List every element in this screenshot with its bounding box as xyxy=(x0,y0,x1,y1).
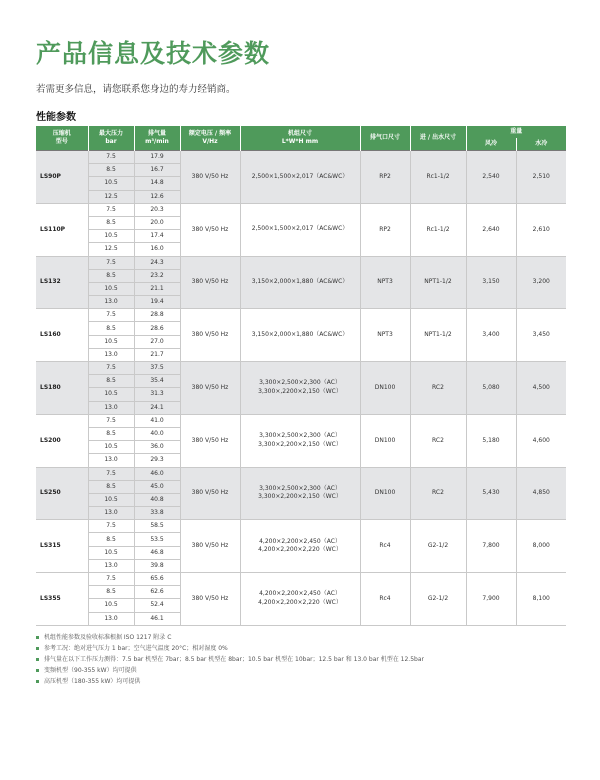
pressure-cell: 12.5 xyxy=(88,243,134,256)
table-header xyxy=(36,126,566,151)
note-item: 参考工况：绝对进气压力 1 bar；空气进气温度 20°C；相对湿度 0% xyxy=(36,643,566,654)
model-cell: LS90P xyxy=(36,151,88,204)
bullet-square-icon xyxy=(36,636,39,639)
section-title: 性能参数 xyxy=(36,112,76,123)
pressure-cell: 7.5 xyxy=(88,414,134,427)
page-title: 产品信息及技术参数 xyxy=(36,39,271,68)
water-cell: NPT1-1/2 xyxy=(410,256,466,309)
voltage-cell: 380 V/50 Hz xyxy=(180,467,240,520)
note-item: 排气量在以下工作压力测得：7.5 bar 机型在 7bar；8.5 bar 机型在 8bar；10.5 bar 机型在 10bar；12.5 bar 和 13.0 bar 机型在 12.5bar xyxy=(36,654,566,665)
discharge-cell: NPT3 xyxy=(360,309,410,362)
voltage-cell: 380 V/50 Hz xyxy=(180,362,240,415)
bullet-square-icon xyxy=(36,680,39,683)
table-row xyxy=(36,151,566,164)
weight-water-cell: 4,600 xyxy=(516,414,566,467)
weight-air-cell: 7,900 xyxy=(466,573,516,626)
model-group xyxy=(36,256,566,309)
voltage-cell: 380 V/50 Hz xyxy=(180,414,240,467)
pressure-cell: 10.5 xyxy=(88,335,134,348)
flow-cell: 14.8 xyxy=(134,177,180,190)
dims-cell: 2,500×1,500×2,017（AC&WC） xyxy=(240,203,360,256)
water-cell: RC2 xyxy=(410,362,466,415)
model-cell: LS180 xyxy=(36,362,88,415)
note-item: 变频机型（90-355 kW）均可提供 xyxy=(36,665,566,676)
flow-cell: 40.8 xyxy=(134,493,180,506)
spec-table xyxy=(36,126,566,626)
weight-air-cell: 5,080 xyxy=(466,362,516,415)
voltage-cell: 380 V/50 Hz xyxy=(180,573,240,626)
pressure-cell: 8.5 xyxy=(88,164,134,177)
header-watercool: 水冷 xyxy=(516,138,566,151)
model-group xyxy=(36,362,566,415)
flow-cell: 46.1 xyxy=(134,612,180,625)
pressure-cell: 13.0 xyxy=(88,401,134,414)
pressure-cell: 13.0 xyxy=(88,348,134,361)
weight-water-cell: 8,100 xyxy=(516,573,566,626)
weight-water-cell: 2,610 xyxy=(516,203,566,256)
pressure-cell: 13.0 xyxy=(88,612,134,625)
pressure-cell: 13.0 xyxy=(88,559,134,572)
dims-cell: 2,500×1,500×2,017（AC&WC） xyxy=(240,151,360,204)
dims-cell: 4,200×2,200×2,450（AC） 4,200×2,200×2,220（WC） xyxy=(240,520,360,573)
water-cell: Rc1-1/2 xyxy=(410,203,466,256)
header-flow: 排气量 m³/min xyxy=(134,126,180,151)
table-row xyxy=(36,362,566,375)
pressure-cell: 10.5 xyxy=(88,282,134,295)
model-cell: LS110P xyxy=(36,203,88,256)
weight-air-cell: 3,400 xyxy=(466,309,516,362)
table-row xyxy=(36,309,566,322)
bullet-square-icon xyxy=(36,658,39,661)
weight-water-cell: 8,000 xyxy=(516,520,566,573)
flow-cell: 33.8 xyxy=(134,507,180,520)
model-cell: LS160 xyxy=(36,309,88,362)
pressure-cell: 10.5 xyxy=(88,441,134,454)
bullet-square-icon xyxy=(36,647,39,650)
model-cell: LS132 xyxy=(36,256,88,309)
flow-cell: 46.0 xyxy=(134,467,180,480)
dims-cell: 3,300×2,500×2,300（AC） 3,300×2,200×2,150（WC） xyxy=(240,467,360,520)
table-row xyxy=(36,573,566,586)
flow-cell: 19.4 xyxy=(134,296,180,309)
weight-air-cell: 3,150 xyxy=(466,256,516,309)
pressure-cell: 10.5 xyxy=(88,546,134,559)
page-subtitle: 若需更多信息，请您联系您身边的寿力经销商。 xyxy=(36,84,236,95)
water-cell: NPT1-1/2 xyxy=(410,309,466,362)
flow-cell: 62.6 xyxy=(134,586,180,599)
flow-cell: 16.7 xyxy=(134,164,180,177)
water-cell: Rc1-1/2 xyxy=(410,151,466,204)
weight-air-cell: 2,640 xyxy=(466,203,516,256)
flow-cell: 17.4 xyxy=(134,230,180,243)
model-cell: LS250 xyxy=(36,467,88,520)
voltage-cell: 380 V/50 Hz xyxy=(180,256,240,309)
dims-cell: 3,150×2,000×1,880（AC&WC） xyxy=(240,256,360,309)
dims-cell: 3,300×2,500×2,300（AC） 3,300×,2200×2,150（WC） xyxy=(240,362,360,415)
pressure-cell: 8.5 xyxy=(88,533,134,546)
pressure-cell: 10.5 xyxy=(88,177,134,190)
voltage-cell: 380 V/50 Hz xyxy=(180,151,240,204)
pressure-cell: 8.5 xyxy=(88,375,134,388)
model-cell: LS355 xyxy=(36,573,88,626)
model-group xyxy=(36,573,566,626)
pressure-cell: 8.5 xyxy=(88,480,134,493)
pressure-cell: 7.5 xyxy=(88,256,134,269)
model-group xyxy=(36,309,566,362)
pressure-cell: 7.5 xyxy=(88,520,134,533)
flow-cell: 20.3 xyxy=(134,203,180,216)
model-group xyxy=(36,414,566,467)
pressure-cell: 7.5 xyxy=(88,467,134,480)
pressure-cell: 7.5 xyxy=(88,309,134,322)
pressure-cell: 7.5 xyxy=(88,573,134,586)
flow-cell: 39.8 xyxy=(134,559,180,572)
flow-cell: 24.1 xyxy=(134,401,180,414)
voltage-cell: 380 V/50 Hz xyxy=(180,203,240,256)
discharge-cell: RP2 xyxy=(360,151,410,204)
pressure-cell: 10.5 xyxy=(88,599,134,612)
model-cell: LS315 xyxy=(36,520,88,573)
model-group xyxy=(36,151,566,204)
dims-cell: 3,150×2,000×1,880（AC&WC） xyxy=(240,309,360,362)
pressure-cell: 13.0 xyxy=(88,507,134,520)
pressure-cell: 10.5 xyxy=(88,230,134,243)
flow-cell: 41.0 xyxy=(134,414,180,427)
flow-cell: 52.4 xyxy=(134,599,180,612)
header-air: 风冷 xyxy=(466,138,516,151)
pressure-cell: 13.0 xyxy=(88,296,134,309)
flow-cell: 24.3 xyxy=(134,256,180,269)
pressure-cell: 12.5 xyxy=(88,190,134,203)
flow-cell: 28.8 xyxy=(134,309,180,322)
pressure-cell: 8.5 xyxy=(88,216,134,229)
flow-cell: 36.0 xyxy=(134,441,180,454)
weight-air-cell: 7,800 xyxy=(466,520,516,573)
weight-water-cell: 3,450 xyxy=(516,309,566,362)
flow-cell: 53.5 xyxy=(134,533,180,546)
table-row xyxy=(36,414,566,427)
pressure-cell: 8.5 xyxy=(88,269,134,282)
water-cell: G2-1/2 xyxy=(410,573,466,626)
pressure-cell: 8.5 xyxy=(88,427,134,440)
model-cell: LS200 xyxy=(36,414,88,467)
flow-cell: 21.7 xyxy=(134,348,180,361)
discharge-cell: Rc4 xyxy=(360,520,410,573)
weight-water-cell: 4,850 xyxy=(516,467,566,520)
flow-cell: 46.8 xyxy=(134,546,180,559)
weight-air-cell: 5,180 xyxy=(466,414,516,467)
water-cell: RC2 xyxy=(410,467,466,520)
flow-cell: 20.0 xyxy=(134,216,180,229)
model-group xyxy=(36,520,566,573)
discharge-cell: RP2 xyxy=(360,203,410,256)
notes-list xyxy=(36,632,566,687)
header-voltage: 额定电压 / 频率 V/Hz xyxy=(180,126,240,151)
pressure-cell: 10.5 xyxy=(88,388,134,401)
water-cell: G2-1/2 xyxy=(410,520,466,573)
note-item: 高压机型（180-355 kW）均可提供 xyxy=(36,676,566,687)
flow-cell: 12.6 xyxy=(134,190,180,203)
note-item: 机组性能参数及验收标准根据 ISO 1217 附录 C xyxy=(36,632,566,643)
pressure-cell: 13.0 xyxy=(88,454,134,467)
flow-cell: 58.5 xyxy=(134,520,180,533)
voltage-cell: 380 V/50 Hz xyxy=(180,520,240,573)
pressure-cell: 7.5 xyxy=(88,203,134,216)
flow-cell: 35.4 xyxy=(134,375,180,388)
header-water: 进 / 出水尺寸 xyxy=(410,126,466,151)
table-row xyxy=(36,256,566,269)
flow-cell: 31.3 xyxy=(134,388,180,401)
voltage-cell: 380 V/50 Hz xyxy=(180,309,240,362)
flow-cell: 29.3 xyxy=(134,454,180,467)
discharge-cell: NPT3 xyxy=(360,256,410,309)
model-group xyxy=(36,203,566,256)
table-row xyxy=(36,520,566,533)
dims-cell: 3,300×2,500×2,300（AC） 3,300×2,200×2,150（WC） xyxy=(240,414,360,467)
pressure-cell: 8.5 xyxy=(88,322,134,335)
weight-water-cell: 3,200 xyxy=(516,256,566,309)
discharge-cell: Rc4 xyxy=(360,573,410,626)
bullet-square-icon xyxy=(36,669,39,672)
model-group xyxy=(36,467,566,520)
header-model: 压缩机 型号 xyxy=(36,126,88,151)
discharge-cell: DN100 xyxy=(360,467,410,520)
weight-water-cell: 4,500 xyxy=(516,362,566,415)
flow-cell: 45.0 xyxy=(134,480,180,493)
weight-air-cell: 5,430 xyxy=(466,467,516,520)
header-pressure: 最大压力 bar xyxy=(88,126,134,151)
flow-cell: 40.0 xyxy=(134,427,180,440)
flow-cell: 21.1 xyxy=(134,282,180,295)
table-row xyxy=(36,203,566,216)
weight-water-cell: 2,510 xyxy=(516,151,566,204)
discharge-cell: DN100 xyxy=(360,414,410,467)
header-discharge: 排气口尺寸 xyxy=(360,126,410,151)
flow-cell: 65.6 xyxy=(134,573,180,586)
flow-cell: 37.5 xyxy=(134,362,180,375)
discharge-cell: DN100 xyxy=(360,362,410,415)
flow-cell: 27.0 xyxy=(134,335,180,348)
water-cell: RC2 xyxy=(410,414,466,467)
table-row xyxy=(36,467,566,480)
flow-cell: 23.2 xyxy=(134,269,180,282)
header-dims: 机组尺寸 L*W*H mm xyxy=(240,126,360,151)
pressure-cell: 10.5 xyxy=(88,493,134,506)
header-weight: 重量 xyxy=(466,126,566,138)
flow-cell: 16.0 xyxy=(134,243,180,256)
weight-air-cell: 2,540 xyxy=(466,151,516,204)
flow-cell: 17.9 xyxy=(134,151,180,164)
pressure-cell: 7.5 xyxy=(88,362,134,375)
pressure-cell: 8.5 xyxy=(88,586,134,599)
flow-cell: 28.6 xyxy=(134,322,180,335)
dims-cell: 4,200×2,200×2,450（AC） 4,200×2,200×2,220（WC） xyxy=(240,573,360,626)
pressure-cell: 7.5 xyxy=(88,151,134,164)
